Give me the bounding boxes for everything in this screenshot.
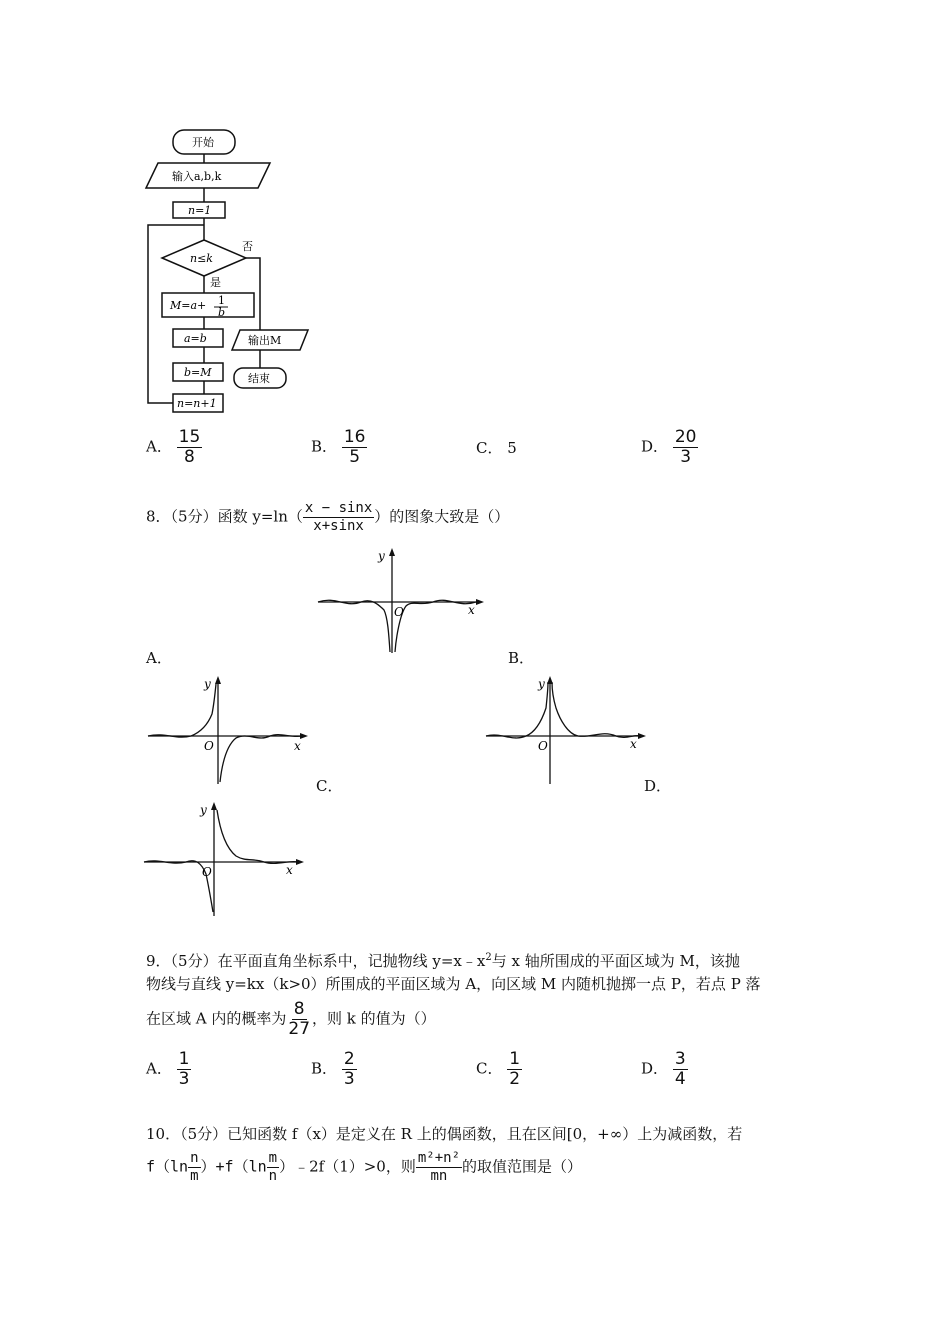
- flow-step4: n=n+1: [177, 397, 217, 410]
- flow-condition: n≤k: [190, 252, 213, 265]
- q10-line2: f（ln $\frac{n}{m}$ ）+f（ln $\frac{m}{n}$ ）﹣2f（1）>0，则 $\frac{\text{m²+n²}}{mn}$ 的取值范围是（）: [146, 1150, 583, 1184]
- svg-text:y: y: [204, 677, 211, 691]
- q8-stem: 8．（5分）函数 y=ln（ $\frac{x - \sin x}{x+\sin x}$ ）的图象大致是（）: [146, 500, 510, 534]
- q9-option-b[interactable]: B． $\frac{2}{3}$: [311, 1049, 355, 1089]
- flow-input: 输入a,b,k: [172, 170, 222, 183]
- q8-label-d: D．: [644, 777, 672, 795]
- svg-text:x: x: [468, 603, 475, 617]
- q8-label-b: B．: [508, 649, 535, 667]
- q9-option-c[interactable]: C． $\frac{1}{2}$: [476, 1049, 521, 1089]
- q8-label-c: C．: [316, 777, 343, 795]
- svg-text:x: x: [286, 863, 293, 877]
- flow-step1: M=a+: [170, 299, 207, 312]
- q9-option-a[interactable]: A． $\frac{1}{3}$: [146, 1049, 190, 1089]
- graph-c[interactable]: [484, 674, 649, 786]
- flow-step2: a=b: [184, 332, 207, 345]
- flow-step1-den: b: [218, 306, 226, 319]
- graph-b[interactable]: [146, 674, 311, 786]
- svg-text:O: O: [204, 739, 214, 753]
- flow-init: n=1: [188, 204, 212, 217]
- q9-line1: 9．（5分）在平面直角坐标系中，记抛物线 $y=x﹣x^2$与 x 轴所围成的平面区域为 M，该抛: [146, 952, 740, 970]
- flow-output: 输出M: [248, 334, 282, 347]
- flow-step3: b=M: [184, 366, 212, 379]
- q7-option-b[interactable]: B． $\frac{16}{5}$: [311, 427, 366, 467]
- svg-text:y: y: [200, 803, 207, 817]
- svg-text:x: x: [294, 739, 301, 753]
- svg-text:x: x: [630, 737, 637, 751]
- svg-text:O: O: [394, 605, 404, 619]
- svg-text:y: y: [538, 677, 545, 691]
- svg-text:y: y: [378, 549, 385, 563]
- flow-no: 否: [242, 240, 253, 253]
- q9-line3: 在区域 A 内的概率为 $\frac{8}{27}$ ，则 k 的值为（）: [146, 999, 436, 1039]
- flowchart: [140, 120, 320, 420]
- q9-line2: 物线与直线 y=kx（k>0）所围成的平面区域为 A，向区域 M 内随机抛掷一点 P，若点 P 落: [146, 975, 761, 993]
- q7-option-a[interactable]: A． $\frac{15}{8}$: [146, 427, 201, 467]
- q9-option-d[interactable]: D． $\frac{3}{4}$: [641, 1049, 686, 1089]
- svg-text:O: O: [538, 739, 548, 753]
- flow-yes: 是: [210, 276, 221, 289]
- svg-text:O: O: [202, 865, 212, 879]
- graph-d[interactable]: [142, 800, 307, 918]
- q7-option-d[interactable]: D． $\frac{20}{3}$: [641, 427, 697, 467]
- q10-line1: 10．（5分）已知函数 f（x）是定义在 R 上的偶函数，且在区间[0，+∞）上为减函数，若: [146, 1125, 743, 1143]
- flow-step1-num: 1: [218, 294, 225, 307]
- graph-a[interactable]: [316, 548, 486, 656]
- flow-start: 开始: [192, 136, 214, 149]
- q7-option-c[interactable]: C． 5: [476, 439, 517, 457]
- flow-end: 结束: [248, 372, 270, 385]
- q8-label-a: A．: [146, 649, 172, 667]
